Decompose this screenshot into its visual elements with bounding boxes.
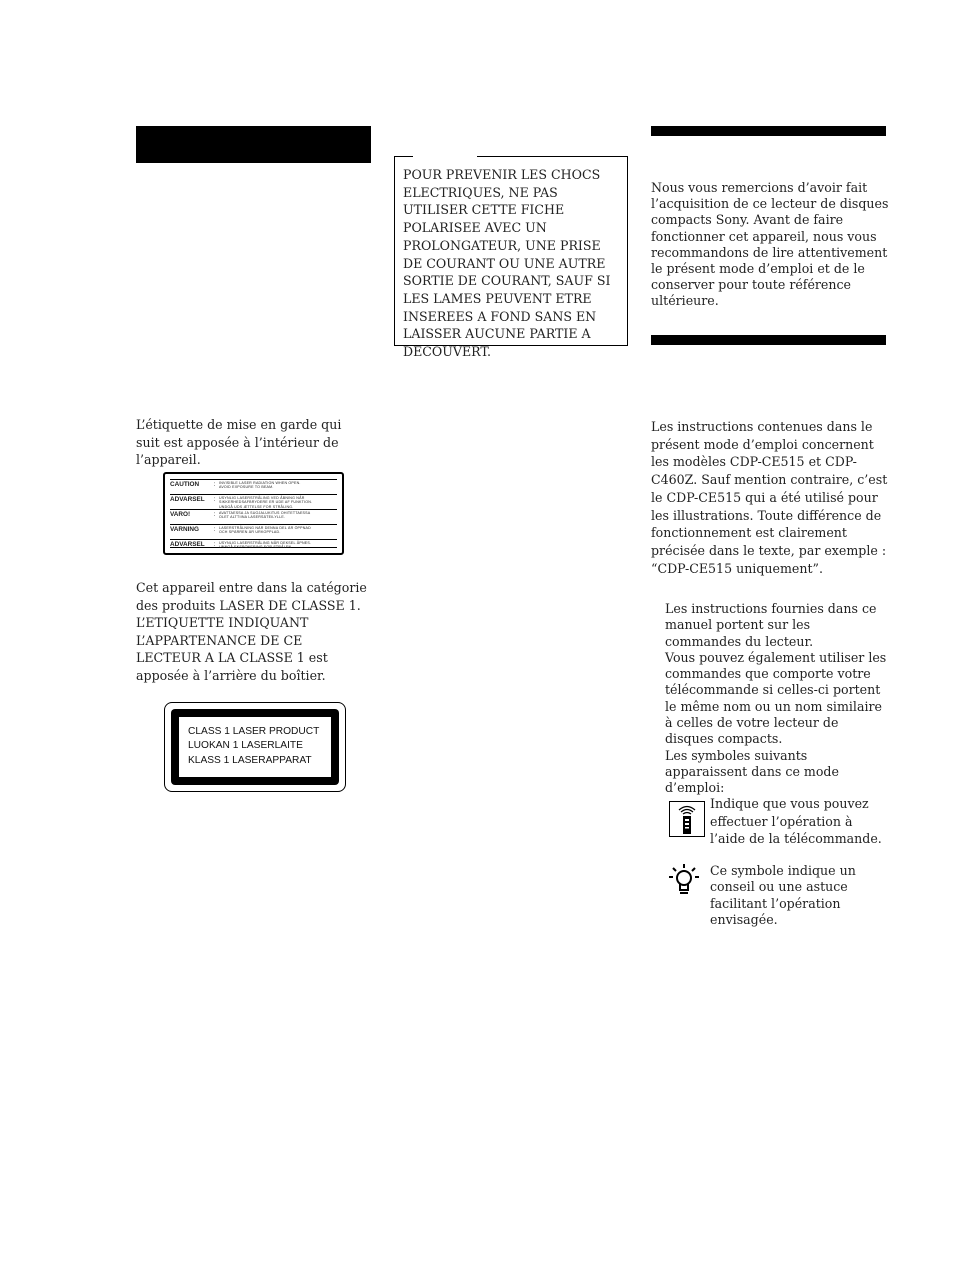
class1-line: KLASS 1 LASERAPPARAT	[188, 754, 312, 766]
caution-row: VARO! : AVATTAESSA JA SUOJALUKITUS OHITETTAESSA OLET ALTTIINA LASERSÄTEILYLLE.	[170, 510, 337, 525]
caution-row-key: ADVARSEL	[170, 496, 205, 503]
tip-icon-note: Ce symbole indique un conseil ou une astuce facilitant l’opération envisagée.	[710, 863, 856, 927]
remote-icon-note: Indique que vous pouvez effectuer l’opération à l’aide de la télécommande.	[710, 796, 882, 846]
warning-text: POUR PREVENIR LES CHOCS ELECTRIQUES, NE PAS UTILISER CETTE FICHE POLARISEE AVEC UN PROLONGATEUR, UNE PRISE DE COURANT OU UNE AUTRE SORTIE DE COURANT, SAUF SI LES LAMES PEUVENT ETRE INSEREES A FOND SANS EN LAISSER AUCUNE PARTIE A DECOUVERT.	[403, 167, 611, 360]
caution-row-text: INVISIBLE LASER RADIATION WHEN OPEN. AVOID EXPOSURE TO BEAM.	[219, 481, 301, 490]
caution-label-intro: L’étiquette de mise en garde qui suit est apposée à l’intérieur de l’appareil.	[136, 417, 342, 467]
section-header-bar	[651, 126, 886, 136]
class1-laser-label	[164, 702, 346, 792]
section-header-bar	[136, 126, 371, 163]
caution-row-text: AVATTAESSA JA SUOJALUKITUS OHITETTAESSA OLET ALTTIINA LASERSÄTEILYLLE.	[219, 511, 311, 520]
caution-row-key: VARO!	[170, 511, 191, 518]
caution-row-key: CAUTION	[170, 481, 200, 488]
laser-caution-label	[163, 472, 344, 555]
caution-row: ADVARSEL : USYNLIG LASERSTRÅLING VED ÅBNING NÅR SIKKERHEDSAFBRYDERE ER UDE AF FUNKTION. UNDGÅ UDS ÆTTELSE FOR STRÅLING.	[170, 495, 337, 510]
controls-p1: Les instructions fournies dans ce manuel portent sur les commandes du lecteur.	[665, 601, 877, 649]
class1-intro: Cet appareil entre dans la catégorie des produits LASER DE CLASSE 1. L’ETIQUETTE INDIQUANT L’APPARTENANCE DE CE LECTEUR A LA CLASSE 1 est apposée à l’arrière du boîtier.	[136, 580, 367, 683]
class1-line: CLASS 1 LASER PRODUCT	[188, 726, 320, 737]
controls-p3: Les symboles suivants apparaissent dans ce mode d’emploi:	[665, 747, 839, 796]
remote-control-icon	[669, 801, 705, 837]
controls-p2: Vous pouvez également utiliser les commandes que comporte votre télécommande si celles-ci portent le même nom ou un nom similaire à celles de votre lecteur de disques compacts.	[665, 649, 887, 747]
caution-row-text: LASERSTRÅLNING NÄR DENNA DEL ÄR ÖPPNAD OCH SPÄRREN ÄR URKOPPLAD.	[219, 526, 311, 535]
welcome-paragraph: Nous vous remercions d’avoir fait l’acquisition de ce lecteur de disques compacts Sony. Avant de faire fonctionner cet appareil, nous vous recommandons de lire attentivement le présent mode d’emploi et de le conserver pour toute référence ultérieure.	[651, 180, 889, 309]
caution-row: VARNING : LASERSTRÅLNING NÄR DENNA DEL ÄR ÖPPNAD OCH SPÄRREN ÄR URKOPPLAD.	[170, 525, 337, 540]
caution-row-key: VARNING	[170, 526, 199, 533]
caution-row-text: USYNLIG LASERSTRÅLING NÅR DEKSEL ÅPNES. UNNGÅ EKSPONERING FOR STRÅLEN.	[219, 541, 312, 550]
caution-row-text: USYNLIG LASERSTRÅLING VED ÅBNING NÅR SIKKERHEDSAFBRYDERE ER UDE AF FUNKTION. UNDGÅ UDS ÆTTELSE FOR STRÅLING.	[219, 496, 313, 509]
section-header-bar	[651, 335, 886, 345]
class1-line: LUOKAN 1 LASERLAITE	[188, 740, 303, 752]
controls-paragraph	[665, 601, 890, 797]
caution-row: CAUTION : INVISIBLE LASER RADIATION WHEN OPEN. AVOID EXPOSURE TO BEAM.	[170, 480, 337, 495]
caution-row: ADVARSEL : USYNLIG LASERSTRÅLING NÅR DEKSEL ÅPNES. UNNGÅ EKSPONERING FOR STRÅLEN.	[170, 540, 337, 555]
models-paragraph: Les instructions contenues dans le présent mode d’emploi concernent les modèles CDP-CE515 et CDP-C460Z. Sauf mention contraire, c’est le CDP-CE515 qui a été utilisé pour les illustrations. Toute différence de fonctionnement est clairement précisée dans le texte, par exemple : “CDP-CE515 uniquement”.	[651, 419, 888, 576]
polarized-plug-warning-box	[394, 156, 628, 360]
lightbulb-tip-icon	[668, 863, 700, 899]
caution-row-key: ADVARSEL	[170, 541, 205, 548]
